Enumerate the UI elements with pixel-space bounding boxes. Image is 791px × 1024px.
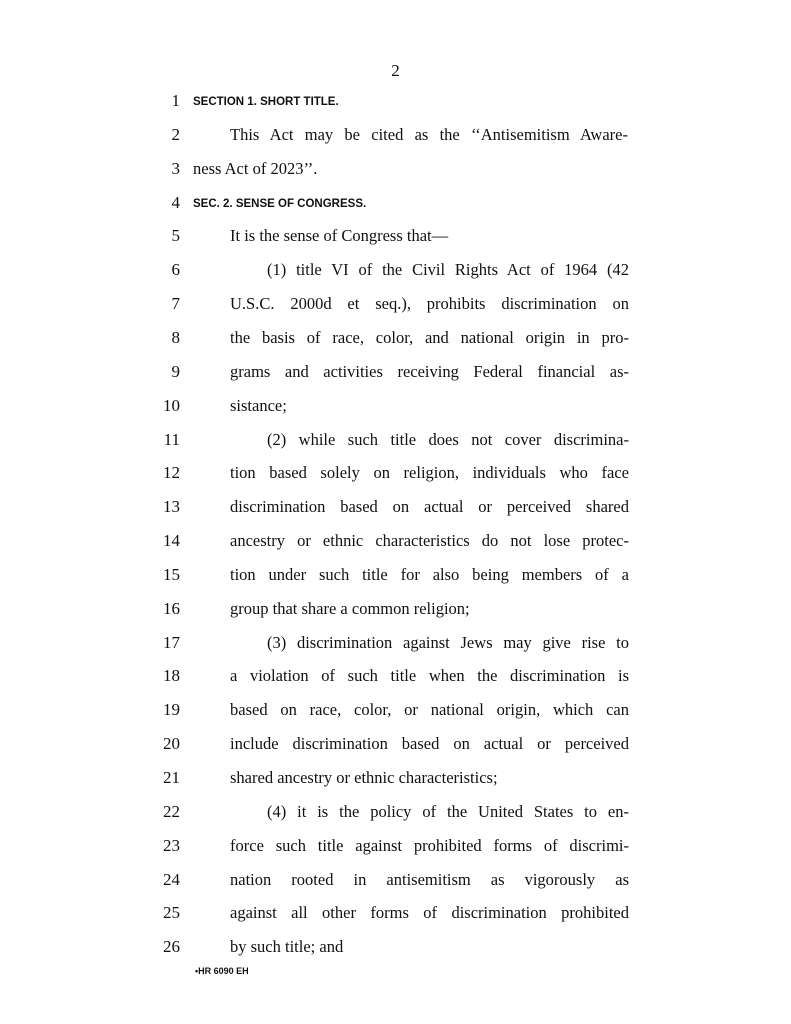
bill-line [0,226,791,252]
bill-line [0,599,791,625]
line-number: 17 [163,632,180,652]
line-number: 25 [163,903,180,923]
bill-line [0,294,791,320]
bill-line [0,666,791,692]
bill-line [0,565,791,591]
line-number: 24 [163,869,180,889]
line-text: the basis of race, color, and national origin in pro- [230,327,629,347]
section-heading: SECTION 1. SHORT TITLE. [193,96,339,108]
bill-line [0,91,791,117]
line-number: 26 [163,937,180,957]
section-heading: SEC. 2. SENSE OF CONGRESS. [193,197,367,210]
bill-line [0,193,791,219]
line-number: 3 [171,158,180,178]
line-text: It is the sense of Congress that— [230,226,449,246]
line-number: 23 [163,835,180,855]
line-text: shared ancestry or ethnic characteristics; [230,768,498,787]
line-number: 12 [163,463,180,483]
line-number: 7 [171,294,180,314]
line-text: (2) while such title does not cover discrimina- [267,429,629,449]
line-number: 19 [163,700,180,720]
line-text: (4) it is the policy of the United States to en- [267,801,629,821]
bill-line [0,396,791,422]
line-number: 21 [163,768,180,787]
bill-line [0,937,791,963]
bill-line [0,802,791,828]
line-text: force such title against prohibited forms of discrimi- [230,835,629,855]
line-number: 18 [163,666,180,686]
footer-bill-id: •HR 6090 EH [195,966,249,976]
line-text: ness Act of 2023’’. [193,158,318,178]
line-number: 9 [171,361,180,381]
line-text: based on race, color, or national origin, which can [230,700,629,720]
line-text: include discrimination based on actual or perceived [230,734,629,754]
bill-line [0,362,791,388]
bill-line [0,463,791,489]
bill-line [0,430,791,456]
line-number: 6 [171,260,180,280]
bill-line [0,734,791,760]
bill-line [0,870,791,896]
line-text: tion under such title for also being members of a [230,564,629,584]
bill-line [0,633,791,659]
line-number: 1 [171,91,180,110]
line-number: 14 [163,531,180,551]
bill-line [0,125,791,151]
line-text: U.S.C. 2000d et seq.), prohibits discrimination on [230,294,629,314]
bill-line [0,768,791,794]
line-number: 20 [163,734,180,754]
line-number: 22 [163,801,180,821]
line-number: 4 [171,192,180,212]
bill-line [0,497,791,523]
line-text: (1) title VI of the Civil Rights Act of 1964 (42 [267,260,629,280]
line-number: 11 [163,429,180,449]
line-number: 2 [171,124,180,144]
line-text: discrimination based on actual or perceived shared [230,497,629,517]
line-text: grams and activities receiving Federal financial as- [230,361,629,381]
line-number: 8 [171,327,180,347]
line-text: nation rooted in antisemitism as vigorously as [230,869,629,889]
line-number: 16 [163,598,180,618]
line-number: 10 [163,395,180,415]
bill-line [0,260,791,286]
line-text: group that share a common religion; [230,598,470,618]
line-number: 13 [163,497,180,517]
line-text: tion based solely on religion, individuals who face [230,463,629,483]
line-number: 15 [163,564,180,584]
line-text: a violation of such title when the discrimination is [230,666,629,686]
line-text: This Act may be cited as the ‘‘Antisemitism Aware- [230,124,628,144]
line-number: 5 [171,226,180,246]
line-text: by such title; and [230,937,344,957]
page-number: 2 [391,61,400,80]
line-text: against all other forms of discrimination prohibited [230,903,629,923]
line-text: sistance; [230,395,287,415]
bill-line [0,328,791,354]
bill-line [0,159,791,185]
line-text: (3) discrimination against Jews may give rise to [267,632,629,652]
bill-line [0,700,791,726]
bill-line [0,836,791,862]
bill-line [0,531,791,557]
bill-line [0,903,791,929]
line-text: ancestry or ethnic characteristics do not lose protec- [230,531,629,551]
